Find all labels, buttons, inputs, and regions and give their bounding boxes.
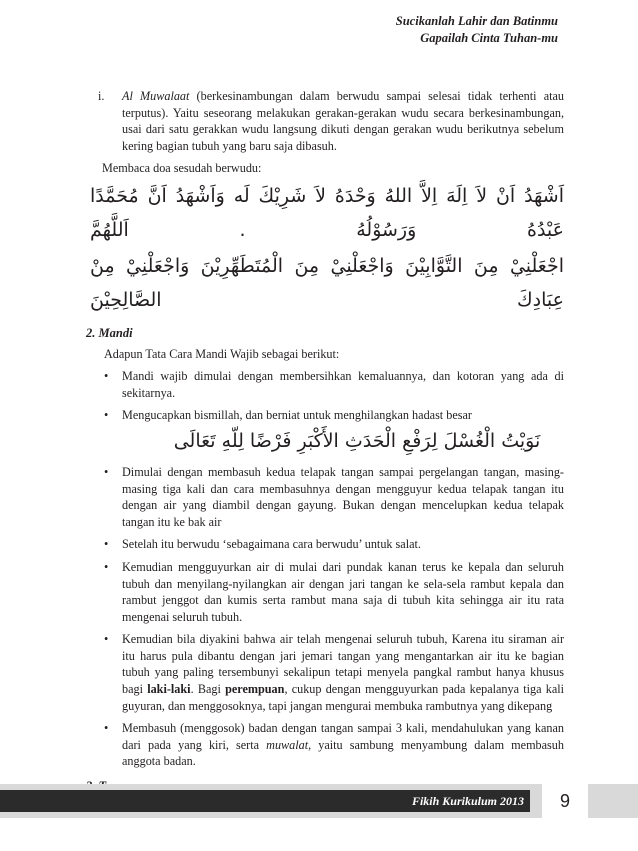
running-header	[396, 13, 558, 47]
step-7-muwalat: muwalat	[266, 737, 309, 752]
bullet: •	[104, 559, 109, 574]
list-item	[104, 368, 564, 401]
step-6-part-c: , cukup dengan mengguyurkan pada kepalanya tiga kali guyuran, dan menggosoknya, tapi jangan mengurai membuka rambutnya yang dikepang	[122, 682, 565, 713]
step-7-part-b: , yaitu sambung menyambung dalam membasuh anggota badan.	[122, 737, 564, 769]
item-i-number: i.	[98, 89, 105, 103]
mandi-step-7	[122, 720, 564, 770]
item-i-text	[122, 88, 564, 154]
bullet: •	[104, 369, 109, 384]
niat-mandi-arabic: نَوَيْتُ الْغُسْلَ لِرَفْعِ الْحَدَثِ الأَكْبَرِ فَرْضًا لِلّهِ تَعَالَى	[173, 429, 541, 452]
bullet: •	[104, 537, 109, 552]
mandi-step-4: Setelah itu berwudu ‘sebagaimana cara berwudu’ untuk salat.	[122, 537, 421, 552]
bullet: •	[104, 408, 109, 423]
footer-book-title: Fikih Kurikulum 2013	[411, 794, 524, 808]
doa-lead: Membaca doa sesudah berwudu:	[102, 161, 262, 176]
header-line-1: Sucikanlah Lahir dan Batinmu	[395, 14, 558, 28]
list-item	[104, 720, 564, 770]
mandi-steps-list-cont	[104, 464, 564, 770]
item-i-body: (berkesinambungan dalam berwudu sampai selesai tidak terhenti atau terputus). Yaitu seseorang melakukan gerakan-gerakan wudu secara berkesinambungan, usai dari satu gerakkan wudu langsung dikuti dengan gerakan wudu berikutnya sebelum kering bagian tubuh yang baru saja dibasuh.	[122, 89, 564, 153]
list-item	[104, 631, 564, 714]
doa-arabic-line-2: اجْعَلْنِيْ مِنَ التَّوَّابِيْنَ وَاجْعَلْنِيْ مِنَ الْمُتَطَهِّرِيْنَ وَاجْعَلْنِيْ مِنْ عِبَادِكَ الصَّالِحِيْنَ	[90, 254, 564, 311]
doa-arabic-line-1: اَشْهَدُ اَنْ لاَ اِلَهَ اِلاَّ اللهُ وَحْدَهُ لاَ شَرِيْكَ لَه وَاَشْهَدُ اَنَّ مُحَمَّدًا عَبْدُهُ وَرَسُوْلُهُ . اَللَّهُمَّ	[90, 184, 564, 241]
section-mandi-title: 2. Mandi	[86, 325, 133, 340]
list-item-i	[98, 88, 564, 154]
mandi-step-2: Mengucapkan bismillah, dan berniat untuk menghilangkan hadast besar	[122, 408, 472, 423]
mandi-step-6	[122, 631, 564, 714]
mandi-steps-list	[104, 368, 564, 424]
mandi-step-3: Dimulai dengan membasuh kedua telapak tangan sampai pergelangan tangan, masing-masing tiga kali dan cara membasuhnya dengan mengguyur kedua telapak tangan itu dengan air yang diambil dengan gayung. Bukan dengan mencelupkan kedua telapak tangan itu ke bak air	[122, 464, 564, 529]
page-content	[86, 88, 565, 814]
bullet: •	[104, 632, 109, 647]
mandi-step-1: Mandi wajib dimulai dengan membersihkan kemaluannya, dan kotoran yang ada di sekitarnya.	[122, 369, 564, 400]
step-6-laki-laki: laki-laki	[147, 682, 191, 697]
bullet: •	[104, 721, 109, 736]
step-6-perempuan: perempuan	[225, 682, 285, 697]
section-mandi-intro: Adapun Tata Cara Mandi Wajib sebagai berikut:	[104, 346, 340, 361]
page-number: 9	[559, 791, 570, 811]
item-i-term: Al Muwalaat	[122, 89, 190, 103]
step-6-part-a: Kemudian bila diyakini bahwa air telah mengenai seluruh tubuh, Karena itu siraman air itu harus pula dibantu dengan jari jemari tangan yang mengantarkan air itu ke bagian tubuh yang paling tersembunyi sekalipun tetapi menyela pangkal rambut hanya khusus bagi	[122, 632, 564, 697]
step-7-part-a: Membasuh (menggosok) badan dengan tangan sampai 3 kali, mendahulukan yang kanan dari pada yang kiri, serta	[122, 721, 564, 752]
list-item	[104, 536, 564, 553]
bullet: •	[104, 464, 109, 479]
mandi-step-5: Kemudian mengguyurkan air di mulai dari pundak kanan terus ke kepala dan seluruh tubuh dan menyilang-nyilangkan air dengan jari tangan ke sela-sela rambut kepala dan rambut jenggot dan kumis serta rambut mana saja di tubuh kita sehingga air itu rata mengenai seluruh tubuh.	[122, 559, 564, 624]
list-item	[104, 407, 564, 424]
list-item	[104, 464, 564, 530]
step-6-part-b: . Bagi	[190, 682, 226, 697]
header-line-2: Gapailah Cinta Tuhan-mu	[420, 31, 558, 45]
list-item	[104, 559, 564, 625]
